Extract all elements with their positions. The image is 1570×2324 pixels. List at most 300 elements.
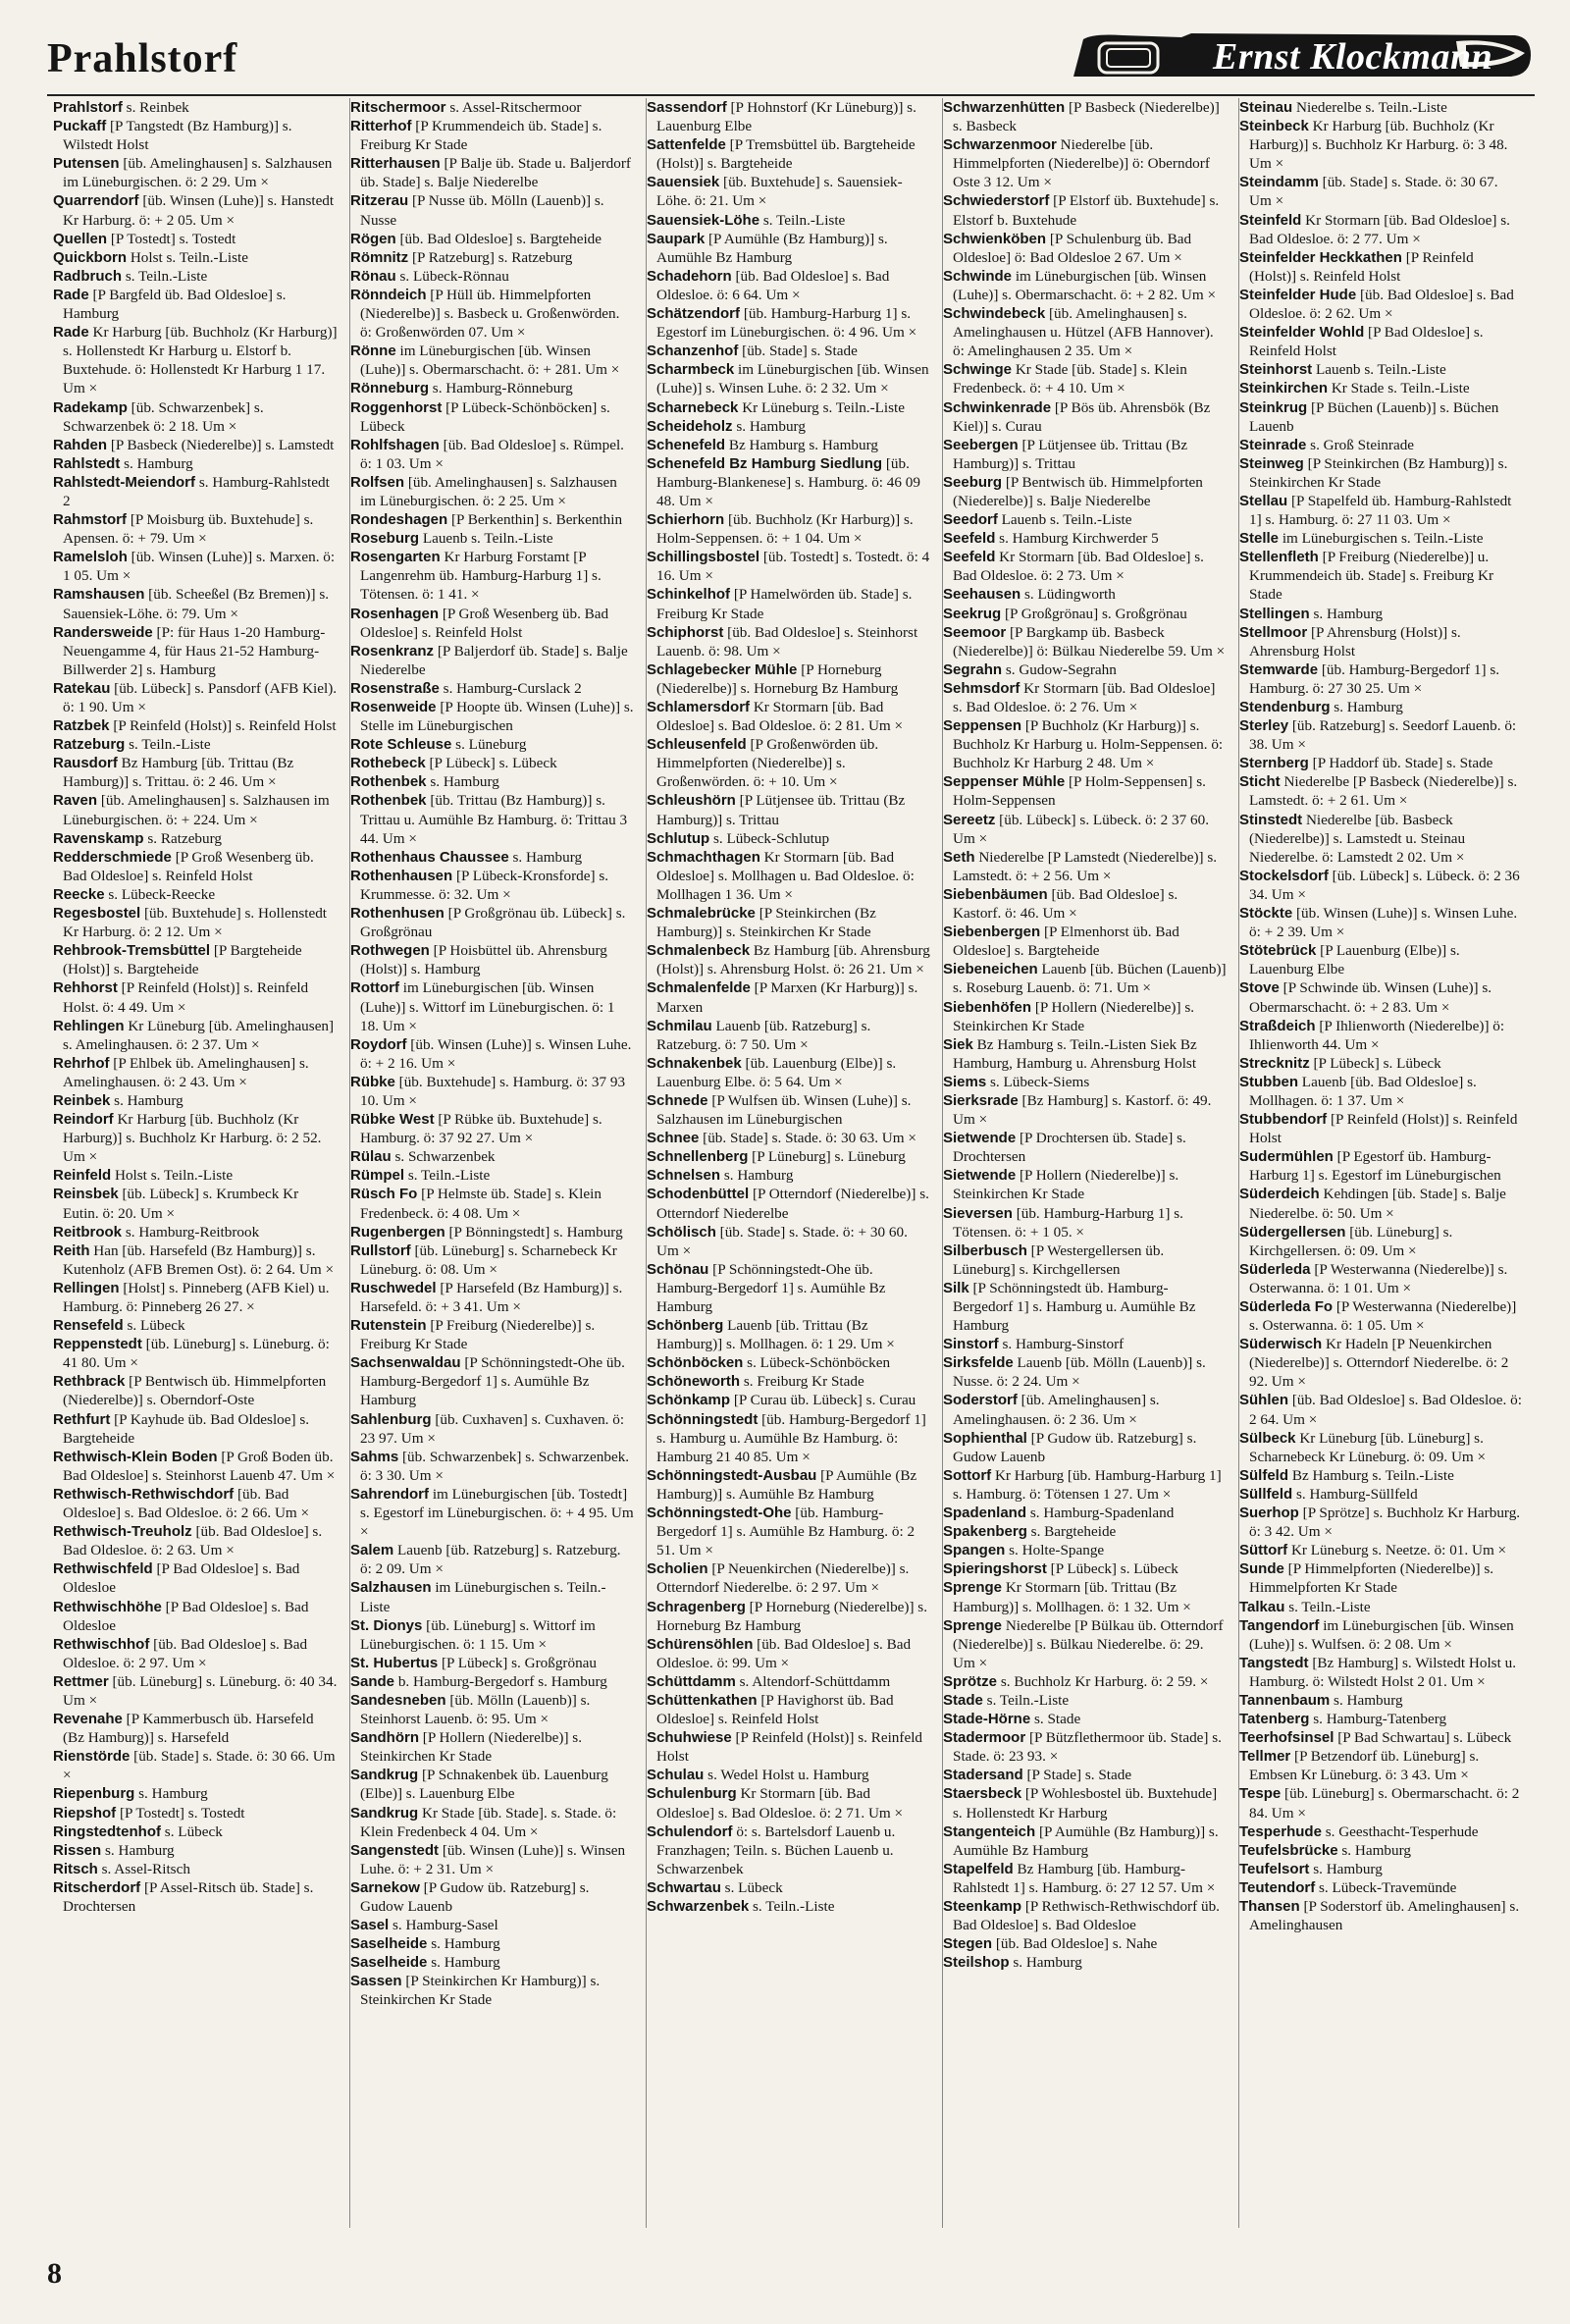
directory-entry bbox=[350, 230, 635, 248]
entry-text: [P Schwinde üb. Winsen (Luhe)] s. Obermarschacht. ö: + 2 83. Um × bbox=[1249, 979, 1492, 1016]
directory-entry bbox=[53, 1860, 338, 1878]
directory-entry bbox=[1239, 1466, 1524, 1485]
directory-entry bbox=[647, 1878, 931, 1897]
directory-entry bbox=[943, 398, 1228, 436]
directory-entry bbox=[943, 1691, 1228, 1710]
entry-name: Tangstedt bbox=[1239, 1654, 1309, 1671]
entry-name: Thansen bbox=[1239, 1898, 1300, 1915]
entry-text: [P Hollern (Niederelbe)] s. Steinkirchen Kr Stade bbox=[360, 1729, 583, 1766]
entry-name: Schmalenbeck bbox=[647, 942, 751, 960]
entry-text: s. Hamburg bbox=[723, 1167, 794, 1185]
entry-text: [üb. Buxtehude] s. Hamburg. ö: 37 93 10. Um × bbox=[360, 1073, 626, 1109]
entry-name: Schätzendorf bbox=[647, 305, 741, 323]
entry-text: s. Buchholz Kr Harburg. ö: 2 59. × bbox=[1000, 1672, 1209, 1690]
directory-entry bbox=[647, 304, 931, 342]
entry-name: Schnede bbox=[647, 1091, 708, 1109]
entry-text: Kr Lüneburg [üb. Amelinghausen] s. Amelinghausen. ö: 2 37. Um × bbox=[63, 1017, 335, 1053]
entry-name: Rüsch Fo bbox=[350, 1186, 418, 1203]
entry-name: Schadehorn bbox=[647, 267, 732, 285]
entry-name: Saselheide bbox=[350, 1935, 428, 1953]
directory-entry bbox=[53, 510, 338, 548]
entry-name: Salzhausen bbox=[350, 1579, 432, 1597]
directory-entry bbox=[53, 1747, 338, 1784]
entry-name: Schönningstedt-Ausbau bbox=[647, 1466, 817, 1484]
entry-text: Bz Hamburg [üb. Ahrensburg (Holst)] s. Ahrensburg Holst. ö: 26 21. Um × bbox=[656, 942, 930, 978]
entry-text: [P Gudow üb. Ratzeburg] s. Gudow Lauenb bbox=[953, 1429, 1197, 1465]
brand-name: Ernst Klockmann bbox=[1213, 36, 1493, 78]
entry-text: Kr Harburg [üb. Buchholz (Kr Harburg)] s. Buchholz Kr Harburg. ö: 3 48. Um × bbox=[1249, 118, 1508, 173]
entry-text: s. Lübeck bbox=[127, 1317, 185, 1335]
directory-entry bbox=[350, 1166, 635, 1185]
entry-text: s. Hamburg bbox=[512, 848, 583, 866]
entry-name: Stöckte bbox=[1239, 905, 1293, 923]
directory-entry bbox=[53, 1166, 338, 1185]
entry-name: Rehhorst bbox=[53, 979, 118, 997]
entry-text: [P Gudow üb. Ratzeburg] s. Gudow Lauenb bbox=[360, 1878, 590, 1915]
entry-text: [üb. Stade] s. Stade. ö: + 30 60. Um × bbox=[656, 1223, 908, 1259]
directory-entry bbox=[943, 1391, 1228, 1428]
entry-name: Siebenbergen bbox=[943, 924, 1041, 941]
directory-entry bbox=[647, 1466, 931, 1504]
directory-entry bbox=[1239, 754, 1524, 772]
directory-entry bbox=[53, 623, 338, 679]
entry-name: Sereetz bbox=[943, 811, 996, 828]
entry-name: Riepshof bbox=[53, 1804, 117, 1822]
entry-name: Schwarzenmoor bbox=[943, 136, 1057, 154]
entry-name: Steilshop bbox=[943, 1954, 1010, 1972]
entry-text: Kr Stormarn [üb. Bad Oldesloe] s. Bad Oldesloe. ö: 2 77. Um × bbox=[1249, 211, 1510, 247]
entry-text: Kr Stormarn [üb. Bad Oldesloe] s. Bad Oldesloe. ö: 2 73. Um × bbox=[953, 549, 1204, 585]
directory-entry bbox=[53, 436, 338, 454]
directory-entry bbox=[1239, 660, 1524, 698]
directory-entry bbox=[53, 473, 338, 510]
entry-name: Schlagebecker Mühle bbox=[647, 660, 798, 678]
entry-name: Seebergen bbox=[943, 436, 1019, 453]
entry-name: St. Dionys bbox=[350, 1616, 423, 1634]
entry-text: Kr Stade [üb. Stade]. s. Stade. ö: Klein Fredenbeck 4 04. Um × bbox=[360, 1804, 617, 1840]
directory-entry bbox=[943, 473, 1228, 510]
entry-text: [üb. Lüneburg] s. Obermarschacht. ö: 2 84. Um × bbox=[1249, 1785, 1520, 1822]
entry-name: Stegen bbox=[943, 1935, 993, 1953]
directory-entry bbox=[943, 1279, 1228, 1335]
directory-entry bbox=[350, 1916, 635, 1934]
entry-name: Riepenburg bbox=[53, 1785, 135, 1803]
entry-name: Süttorf bbox=[1239, 1542, 1288, 1559]
entry-text: [P Bad Oldesloe] s. Bad Oldesloe bbox=[63, 1560, 300, 1597]
entry-name: Seeburg bbox=[943, 473, 1003, 491]
entry-name: Rübke West bbox=[350, 1111, 435, 1129]
entry-name: Straßdeich bbox=[1239, 1017, 1316, 1034]
entry-text: s. Stade bbox=[1033, 1711, 1081, 1728]
directory-entry bbox=[647, 1559, 931, 1597]
entry-name: Scharmbeck bbox=[647, 361, 735, 379]
entry-text: Lauenb s. Teiln.-Liste bbox=[1315, 361, 1446, 379]
entry-text: Kr Hadeln [P Neuenkirchen (Niederelbe)] s. Otterndorf Niederelbe. ö: 2 92. Um × bbox=[1249, 1336, 1509, 1391]
entry-name: Rettmer bbox=[53, 1672, 109, 1690]
directory-entry bbox=[1239, 1054, 1524, 1073]
directory-entry bbox=[53, 904, 338, 941]
entry-name: Schleushörn bbox=[647, 792, 736, 810]
directory-entry bbox=[1239, 492, 1524, 529]
directory-entry bbox=[53, 323, 338, 397]
entry-text: [P Schönningstedt-Ohe üb. Hamburg-Bergedorf 1] s. Aumühle Bz Hamburg bbox=[360, 1354, 625, 1409]
entry-name: Schürensöhlen bbox=[647, 1635, 754, 1653]
directory-entry bbox=[647, 1766, 931, 1784]
entry-text: s. Teiln.-Liste bbox=[125, 267, 208, 285]
entry-name: Ruschwedel bbox=[350, 1279, 437, 1296]
entry-name: Sottorf bbox=[943, 1466, 992, 1484]
entry-text: [P Westerwanna (Niederelbe)] s. Osterwanna. ö: 1 01. Um × bbox=[1249, 1260, 1508, 1296]
entry-text: [üb. Lübeck] s. Lübeck. ö: 2 37 60. Um × bbox=[953, 811, 1210, 847]
directory-entry bbox=[53, 454, 338, 473]
entry-text: s. Lübeck-Reecke bbox=[108, 885, 216, 903]
entry-text: [üb. Schwarzenbek] s. Schwarzenbek. ö: 3 30. Um × bbox=[360, 1448, 630, 1484]
entry-text: [P Sprötze] s. Buchholz Kr Harburg. ö: 3 42. Um × bbox=[1249, 1505, 1521, 1541]
entry-text: [üb. Schwarzenbek] s. Schwarzenbek ö: 2 18. Um × bbox=[63, 398, 264, 435]
entry-name: Ritterhausen bbox=[350, 155, 441, 173]
directory-entry bbox=[53, 1110, 338, 1166]
directory-entry bbox=[350, 1616, 635, 1654]
entry-text: s. Teiln.-Liste bbox=[1288, 1598, 1371, 1615]
column-3 bbox=[646, 98, 931, 2228]
entry-text: Kr Harburg Forstamt [P Langenrehm üb. Hamburg-Harburg 1] s. Tötensen. ö: 1 41. × bbox=[360, 549, 602, 604]
entry-name: Sprötze bbox=[943, 1672, 998, 1690]
directory-entry bbox=[647, 398, 931, 417]
directory-entry bbox=[1239, 1710, 1524, 1728]
entry-text: s. Bargteheide bbox=[1030, 1523, 1117, 1541]
directory-entry bbox=[647, 1166, 931, 1185]
entry-name: Quarrendorf bbox=[53, 192, 139, 210]
entry-text: [üb. Stade] s. Stade. ö: 30 66. Um × bbox=[63, 1748, 336, 1784]
directory-entry bbox=[943, 585, 1228, 604]
entry-name: Rothenbek bbox=[350, 792, 427, 810]
directory-entry bbox=[350, 510, 635, 529]
entry-text: [P Büchen (Lauenb)] s. Büchen Lauenb bbox=[1249, 398, 1499, 435]
directory-entry bbox=[647, 585, 931, 622]
entry-name: Ramshausen bbox=[53, 586, 145, 604]
directory-entry bbox=[647, 1391, 931, 1409]
entry-text: s. Lübeck-Schönböcken bbox=[747, 1354, 891, 1372]
entry-text: [P Freiburg (Niederelbe)] s. Freiburg Kr Stade bbox=[360, 1317, 596, 1353]
directory-entry bbox=[1239, 548, 1524, 604]
directory-entry bbox=[647, 1598, 931, 1635]
entry-name: Steindamm bbox=[1239, 174, 1319, 191]
directory-entry bbox=[53, 1710, 338, 1747]
entry-text: [üb. Amelinghausen] s. Salzhausen im Lüneburgischen. ö: + 224. Um × bbox=[63, 792, 330, 828]
entry-name: Teufelsort bbox=[1239, 1860, 1310, 1877]
entry-text: Kr Stormarn [üb. Bad Oldesloe] s. Bad Oldesloe. ö: 2 76. Um × bbox=[953, 679, 1216, 715]
entry-text: Kr Lüneburg s. Neetze. ö: 01. Um × bbox=[1290, 1542, 1507, 1559]
entry-text: [üb. Lübeck] s. Krumbeck Kr Eutin. ö: 20. Um × bbox=[63, 1186, 299, 1222]
directory-entry bbox=[350, 1223, 635, 1241]
entry-name: Sassendorf bbox=[647, 99, 727, 116]
entry-text: s. Lübeck-Rönnau bbox=[399, 267, 509, 285]
directory-entry bbox=[647, 791, 931, 828]
entry-text: [P Bargfeld üb. Bad Oldesloe] s. Hamburg bbox=[63, 286, 287, 323]
entry-name: Rethwischhof bbox=[53, 1635, 150, 1653]
entry-text: Niederelbe [üb. Himmelpforten (Niederelbe)] ö: Oberndorf Oste 3 12. Um × bbox=[953, 136, 1210, 191]
entry-name: Regesbostel bbox=[53, 905, 141, 923]
entry-text: [P Groß Boden üb. Bad Oldesloe] s. Steinhorst Lauenb 47. Um × bbox=[63, 1448, 336, 1484]
entry-name: Rethbrack bbox=[53, 1373, 126, 1391]
entry-text: [P Bargkamp üb. Basbeck (Niederelbe)] ö: Bülkau Niederelbe 59. Um × bbox=[953, 623, 1226, 660]
entry-name: St. Hubertus bbox=[350, 1654, 439, 1671]
entry-name: Rehbrook-Tremsbüttel bbox=[53, 942, 211, 960]
entry-text: [P Lüneburg] s. Lüneburg bbox=[752, 1148, 906, 1166]
entry-name: Saupark bbox=[647, 230, 706, 247]
directory-entry bbox=[53, 191, 338, 229]
entry-name: Rehrhof bbox=[53, 1054, 110, 1072]
entry-text: s. Freiburg Kr Stade bbox=[743, 1373, 864, 1391]
entry-name: Seekrug bbox=[943, 605, 1002, 622]
entry-name: Schmalenfelde bbox=[647, 979, 751, 997]
entry-text: Kr Stade [üb. Stade] s. Klein Fredenbeck. ö: + 4 10. Um × bbox=[953, 361, 1187, 397]
entry-name: Rothebeck bbox=[350, 755, 426, 772]
entry-text: s. Teiln.-Liste bbox=[762, 211, 846, 229]
directory-entry bbox=[943, 885, 1228, 923]
directory-entry bbox=[1239, 98, 1524, 117]
entry-name: Stemwarde bbox=[1239, 660, 1319, 678]
directory-entry bbox=[943, 998, 1228, 1035]
directory-entry bbox=[350, 379, 635, 397]
entry-text: [üb. Cuxhaven] s. Cuxhaven. ö: 23 97. Um × bbox=[360, 1410, 625, 1447]
entry-name: Schnakenbek bbox=[647, 1054, 742, 1072]
directory-entry bbox=[53, 1017, 338, 1054]
directory-entry bbox=[1239, 1784, 1524, 1822]
entry-text: [P Bad Schwartau] s. Lübeck bbox=[1337, 1729, 1512, 1747]
entry-name: Stadersand bbox=[943, 1767, 1023, 1784]
entry-name: Sauensiek-Löhe bbox=[647, 211, 760, 229]
entry-name: Spadenland bbox=[943, 1505, 1027, 1522]
directory-entry bbox=[53, 1335, 338, 1372]
entry-name: Saselheide bbox=[350, 1954, 428, 1972]
entry-text: [üb. Hamburg-Bergedorf 1] s. Hamburg. ö: 27 30 25. Um × bbox=[1249, 660, 1500, 697]
entry-text: [P Aumühle (Bz Hamburg)] s. Aumühle Bz Hamburg bbox=[953, 1822, 1219, 1859]
directory-entry bbox=[53, 1635, 338, 1672]
directory-entry bbox=[53, 1410, 338, 1448]
entry-text: [üb. Mölln (Lauenb)] s. Steinhorst Lauenb. ö: 95. Um × bbox=[360, 1691, 591, 1728]
directory-entry bbox=[350, 117, 635, 154]
directory-entry bbox=[1239, 716, 1524, 754]
entry-text: s. Lüneburg bbox=[455, 736, 527, 754]
entry-name: Stellenfleth bbox=[1239, 549, 1319, 566]
entry-text: [üb. Tostedt] s. Tostedt. ö: 4 16. Um × bbox=[656, 549, 930, 585]
directory-entry bbox=[350, 1448, 635, 1485]
directory-entry bbox=[943, 1504, 1228, 1522]
entry-name: Rehlingen bbox=[53, 1017, 125, 1034]
entry-name: Rethwisch-Treuholz bbox=[53, 1523, 192, 1541]
entry-text: [P Aumühle (Bz Hamburg)] s. Aumühle Bz Hamburg bbox=[656, 1466, 917, 1503]
entry-text: [P Bös üb. Ahrensbök (Bz Kiel)] s. Curau bbox=[953, 398, 1211, 435]
entry-name: Rülau bbox=[350, 1148, 392, 1166]
entry-text: im Lüneburgischen [üb. Winsen (Luhe)] s. Winsen Luhe. ö: 2 32. Um × bbox=[656, 361, 929, 397]
directory-entry bbox=[943, 1559, 1228, 1578]
entry-text: [P Steinkirchen Kr Hamburg)] s. Steinkirchen Kr Stade bbox=[360, 1973, 601, 2009]
entry-name: Rosenweide bbox=[350, 699, 437, 715]
entry-text: s. Altendorf-Schüttdamm bbox=[739, 1672, 891, 1690]
entry-name: Teufelsbrücke bbox=[1239, 1841, 1338, 1859]
directory-entry bbox=[350, 1485, 635, 1541]
entry-name: Rienstörde bbox=[53, 1748, 131, 1766]
entry-text: s. Hamburg bbox=[431, 1954, 500, 1972]
entry-text: s. Holte-Spange bbox=[1009, 1542, 1105, 1559]
entry-name: Reecke bbox=[53, 885, 105, 903]
entry-text: [P Reinfeld (Holst)] s. Reinfeld Holst bbox=[1249, 1111, 1518, 1147]
directory-entry bbox=[943, 1073, 1228, 1091]
entry-name: Siebenhöfen bbox=[943, 998, 1032, 1016]
entry-text: [üb. Ratzeburg] s. Seedorf Lauenb. ö: 38. Um × bbox=[1249, 717, 1517, 754]
entry-name: Radbruch bbox=[53, 267, 123, 285]
entry-text: [üb. Bad Oldesloe] s. Bad Oldesloe. ö: 6 64. Um × bbox=[656, 267, 890, 303]
entry-text: Bz Hamburg s. Teiln.-Liste bbox=[1291, 1466, 1454, 1484]
entry-text: s. Assel-Ritsch bbox=[101, 1860, 190, 1877]
entry-text: Lauenb [üb. Mölln (Lauenb)] s. Nusse. ö: 2 24. Um × bbox=[953, 1354, 1206, 1391]
directory-entry bbox=[1239, 1541, 1524, 1559]
entry-text: s. Hamburg-Rahlstedt 2 bbox=[63, 473, 330, 509]
directory-entry bbox=[53, 1804, 338, 1822]
directory-entry bbox=[943, 1710, 1228, 1728]
entry-name: Stove bbox=[1239, 979, 1280, 997]
directory-entry bbox=[350, 1578, 635, 1615]
page-number: 8 bbox=[47, 2257, 62, 2290]
directory-entry bbox=[943, 716, 1228, 772]
directory-entry bbox=[53, 1784, 338, 1803]
directory-entry bbox=[1239, 211, 1524, 248]
entry-text: Kr Stormarn [üb. Trittau (Bz Hamburg)] s. Mollhagen. ö: 1 32. Um × bbox=[953, 1579, 1191, 1615]
directory-entry bbox=[350, 1728, 635, 1766]
entry-text: s. Lübeck bbox=[724, 1878, 783, 1896]
entry-name: Rothenhausen bbox=[350, 867, 453, 884]
directory-entry bbox=[53, 1841, 338, 1860]
entry-text: [P Groß Wesenberg üb. Bad Oldesloe] s. Reinfeld Holst bbox=[63, 848, 314, 884]
entry-text: [P Tremsbüttel üb. Bargteheide (Holst)] s. Bargteheide bbox=[656, 136, 916, 173]
directory-entry bbox=[350, 698, 635, 735]
entry-name: Schlamersdorf bbox=[647, 699, 751, 715]
entry-text: Kr Harburg [üb. Buchholz (Kr Harburg)] s. Buchholz Kr Harburg. ö: 2 52. Um × bbox=[63, 1111, 322, 1166]
entry-text: [üb. Scheeßel (Bz Bremen)] s. Sauensiek-Löhe. ö: 79. Um × bbox=[63, 586, 330, 622]
directory-entry bbox=[647, 135, 931, 173]
directory-entry bbox=[647, 1897, 931, 1916]
directory-entry bbox=[647, 1129, 931, 1147]
directory-entry bbox=[943, 548, 1228, 585]
entry-text: [P Basbeck (Niederelbe)] s. Basbeck bbox=[953, 99, 1220, 135]
entry-text: [P Baljerdorf üb. Stade] s. Balje Niederelbe bbox=[360, 642, 628, 678]
entry-text: im Lüneburgischen s. Teiln.-Liste bbox=[360, 1579, 606, 1615]
entry-text: [P Assel-Ritsch üb. Stade] s. Drochtersen bbox=[63, 1878, 314, 1915]
entry-text: [üb. Hamburg-Harburg 1] s. Egestorf im Lüneburgischen. ö: 4 96. Um × bbox=[656, 305, 917, 342]
entry-text: [P Soderstorf üb. Amelinghausen] s. Amelinghausen bbox=[1249, 1898, 1520, 1934]
entry-text: s. Teiln.-Liste bbox=[407, 1167, 491, 1185]
entry-text: s. Teiln.-Liste bbox=[986, 1691, 1070, 1709]
directory-entry bbox=[1239, 1147, 1524, 1185]
entry-text: Kehdingen [üb. Stade] s. Balje Niederelbe. ö: 50. Um × bbox=[1249, 1186, 1506, 1222]
directory-entry bbox=[350, 1972, 635, 2009]
directory-entry bbox=[350, 1353, 635, 1409]
entry-name: Soderstorf bbox=[943, 1392, 1018, 1409]
entry-name: Stinstedt bbox=[1239, 811, 1303, 828]
directory-entry bbox=[647, 1091, 931, 1129]
entry-text: [üb. Lüneburg] s. Kirchgellersen. ö: 09. Um × bbox=[1249, 1223, 1453, 1259]
entry-text: Lauenb [üb. Büchen (Lauenb)] s. Roseburg Lauenb. ö: 71. Um × bbox=[953, 961, 1227, 997]
entry-name: Scholien bbox=[647, 1560, 708, 1578]
entry-name: Rothwegen bbox=[350, 942, 430, 960]
directory-entry bbox=[53, 941, 338, 978]
entry-text: [üb. Stade] s. Stade. ö: 30 67. Um × bbox=[1249, 174, 1498, 210]
entry-text: [P Elmenhorst üb. Bad Oldesloe] s. Bargteheide bbox=[953, 924, 1179, 960]
entry-name: Sietwende bbox=[943, 1167, 1017, 1185]
directory-entry bbox=[1239, 1822, 1524, 1841]
entry-text: Lauenb [üb. Ratzeburg] s. Ratzeburg. ö: 7 50. Um × bbox=[656, 1017, 871, 1053]
entry-name: Rade bbox=[53, 324, 89, 342]
directory-entry bbox=[53, 398, 338, 436]
directory-entry bbox=[647, 1410, 931, 1466]
entry-text: b. Hamburg-Bergedorf s. Hamburg bbox=[397, 1672, 607, 1690]
entry-name: Sunde bbox=[1239, 1560, 1284, 1578]
entry-text: Bz Hamburg s. Hamburg bbox=[728, 436, 878, 453]
entry-text: [P Lütjensee üb. Trittau (Bz Hamburg)] s. Trittau bbox=[656, 792, 906, 828]
directory-entry bbox=[350, 754, 635, 772]
entry-text: [P Wohlesbostel üb. Buxtehude] s. Hollenstedt Kr Harburg bbox=[953, 1785, 1218, 1822]
directory-entry bbox=[1239, 1429, 1524, 1466]
directory-entry bbox=[1239, 1391, 1524, 1428]
entry-text: s. Hamburg-Spadenland bbox=[1029, 1505, 1175, 1522]
directory-entry bbox=[1239, 904, 1524, 941]
entry-text: [P Berkenthin] s. Berkenthin bbox=[450, 511, 623, 529]
entry-name: Reinfeld bbox=[53, 1167, 112, 1185]
directory-entry bbox=[1239, 360, 1524, 379]
entry-text: [üb. Buxtehude] s. Sauensiek-Löhe. ö: 21. Um × bbox=[656, 174, 903, 210]
entry-text: [P Ehlbek üb. Amelinghausen] s. Amelinghausen. ö: 2 43. Um × bbox=[63, 1054, 309, 1090]
directory-entry bbox=[943, 1035, 1228, 1073]
directory-entry bbox=[53, 1241, 338, 1279]
entry-name: Schwartau bbox=[647, 1878, 721, 1896]
directory-entry bbox=[350, 98, 635, 117]
entry-text: [P Bützflethermoor üb. Stade] s. Stade. ö: 23 93. × bbox=[953, 1729, 1222, 1766]
entry-name: Schönningstedt bbox=[647, 1410, 759, 1428]
directory-entry bbox=[647, 698, 931, 735]
entry-name: Schmalebrücke bbox=[647, 905, 756, 923]
entry-text: [P: für Haus 1-20 Hamburg-Neuengamme 4, für Haus 21-52 Hamburg-Billwerder 2] s. Hamburg bbox=[63, 623, 326, 678]
entry-name: Rellingen bbox=[53, 1279, 120, 1296]
directory-entry bbox=[1239, 1073, 1524, 1110]
entry-name: Sietwende bbox=[943, 1130, 1017, 1147]
entry-name: Stellau bbox=[1239, 492, 1288, 509]
entry-text: [üb. Lüneburg] s. Lüneburg. ö: 41 80. Um × bbox=[63, 1336, 330, 1372]
entry-text: [Holst] s. Pinneberg (AFB Kiel) u. Hamburg. ö: Pinneberg 26 27. × bbox=[63, 1279, 330, 1315]
entry-name: Rahlstedt-Meiendorf bbox=[53, 473, 196, 491]
entry-name: Schwinkenrade bbox=[943, 398, 1052, 416]
entry-name: Sandhörn bbox=[350, 1729, 419, 1747]
entry-name: Seth bbox=[943, 848, 975, 866]
directory-entry bbox=[1239, 436, 1524, 454]
column-5 bbox=[1238, 98, 1524, 2228]
entry-name: Rothenbek bbox=[350, 773, 427, 791]
directory-entry bbox=[647, 211, 931, 230]
directory-entry bbox=[53, 1822, 338, 1841]
entry-text: [üb. Bad Oldesloe] s. Rümpel. ö: 1 03. Um × bbox=[360, 436, 624, 472]
directory-entry bbox=[53, 754, 338, 791]
entry-name: Schwarzenbek bbox=[647, 1898, 750, 1915]
entry-text: [üb. Hamburg-Bergedorf 1] s. Aumühle Bz Hamburg. ö: 2 51. Um × bbox=[656, 1505, 916, 1559]
directory-entry bbox=[647, 1316, 931, 1353]
entry-name: Schodenbüttel bbox=[647, 1186, 750, 1203]
entry-text: [P Lübeck-Schönböcken] s. Lübeck bbox=[360, 398, 610, 435]
directory-entry bbox=[943, 230, 1228, 267]
entry-name: Roseburg bbox=[350, 530, 420, 548]
directory-entry bbox=[1239, 772, 1524, 810]
entry-name: Sprenge bbox=[943, 1616, 1003, 1634]
entry-name: Rethfurt bbox=[53, 1410, 111, 1428]
